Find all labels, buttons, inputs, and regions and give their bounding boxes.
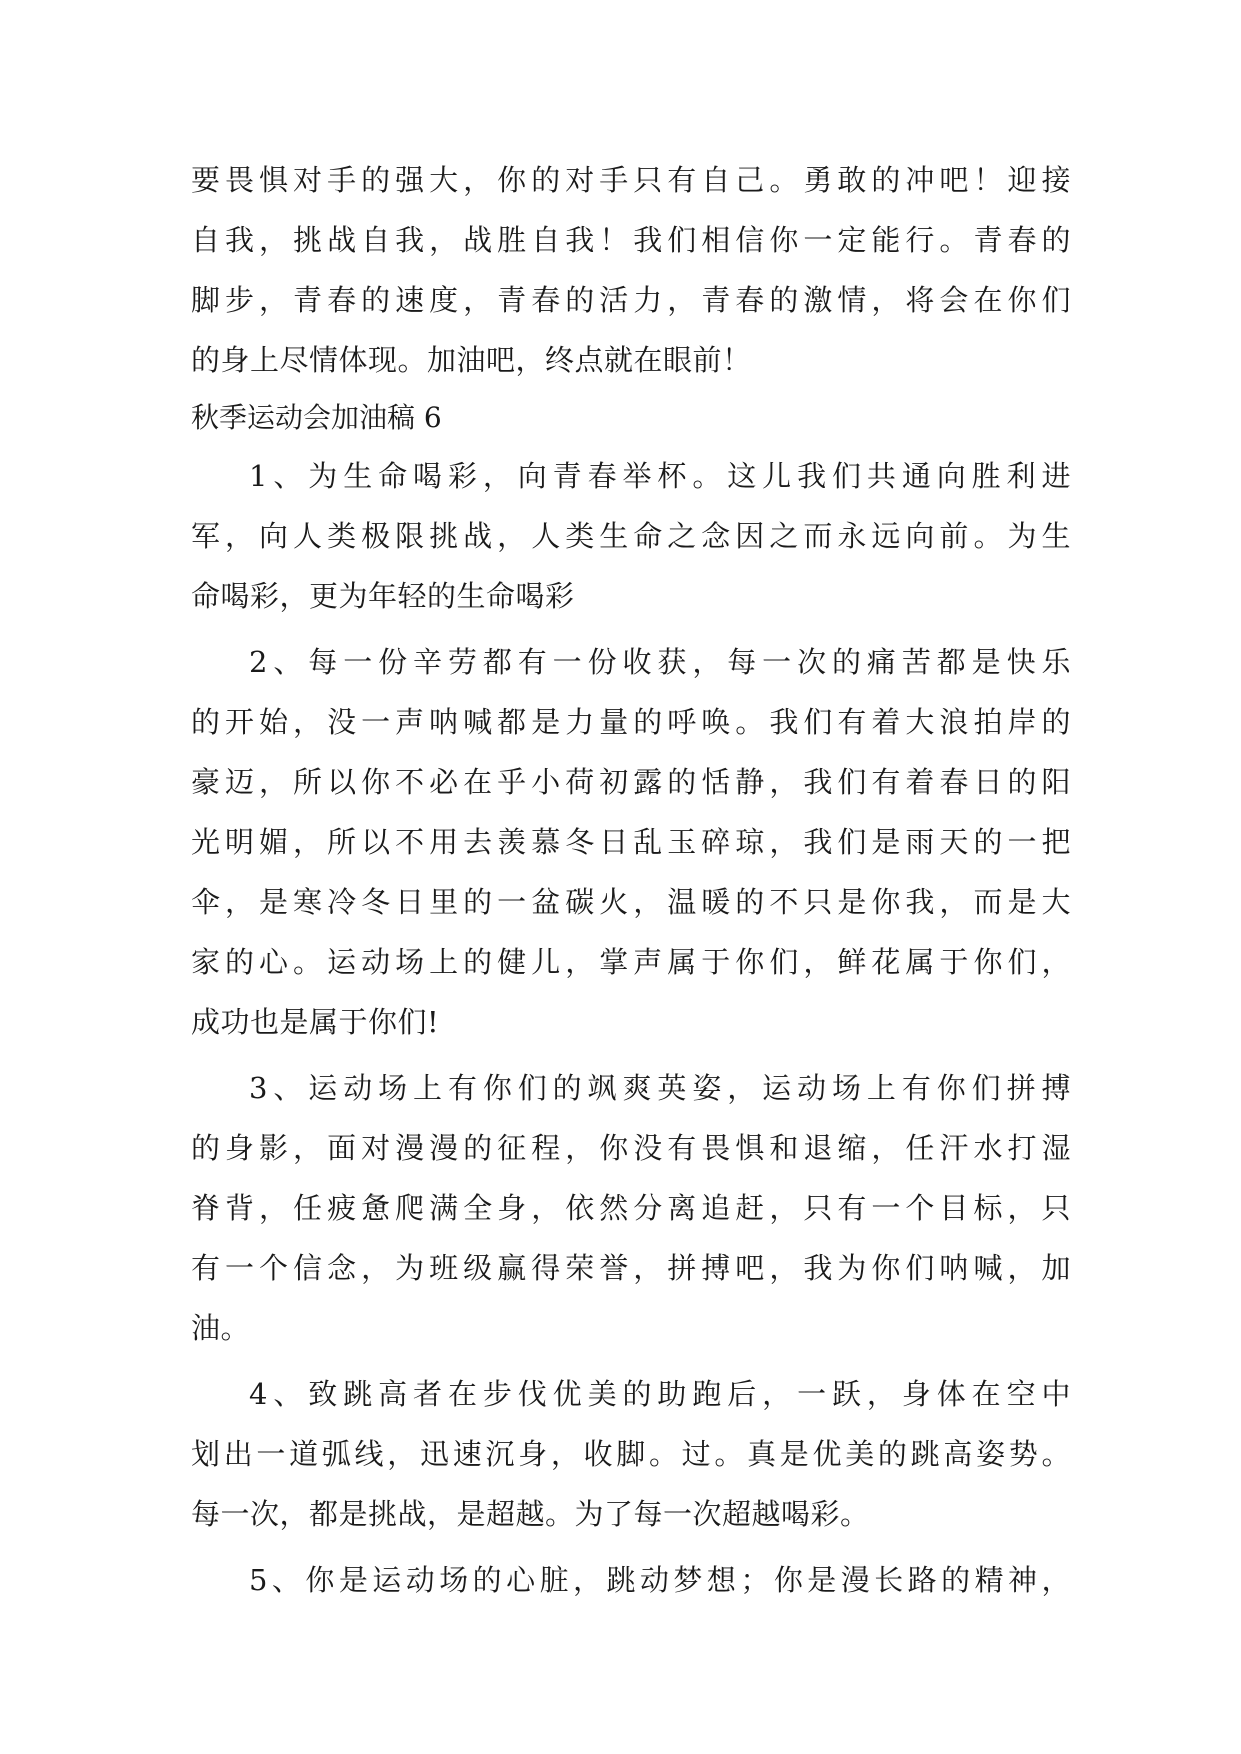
paragraph-5 (191, 1550, 1071, 1610)
paragraph-line: 2、每一份辛劳都有一份收获，每一次的痛苦都是快乐 (249, 645, 1071, 679)
paragraph-line: 油。 (191, 1311, 251, 1345)
intro-line: 自我，挑战自我，战胜自我！我们相信你一定能行。青春的 (191, 223, 1071, 257)
paragraph-line: 的身影，面对漫漫的征程，你没有畏惧和退缩，任汗水打湿 (191, 1131, 1071, 1165)
paragraph-4 (191, 1364, 1071, 1544)
paragraph-line: 1、为生命喝彩，向青春举杯。这儿我们共通向胜利进 (249, 459, 1071, 493)
paragraph-line: 有一个信念，为班级赢得荣誉，拼搏吧，我为你们呐喊，加 (191, 1251, 1071, 1285)
intro-line: 的身上尽情体现。加油吧，终点就在眼前！ (191, 343, 752, 377)
paragraph-line: 军，向人类极限挑战，人类生命之念因之而永远向前。为生 (191, 519, 1071, 553)
intro-line: 要畏惧对手的强大，你的对手只有自己。勇敢的冲吧！迎接 (191, 163, 1071, 197)
paragraph-line: 伞，是寒冷冬日里的一盆碳火，温暖的不只是你我，而是大 (191, 885, 1071, 919)
paragraph-line: 脊背，任疲惫爬满全身，依然分离追赶，只有一个目标，只 (191, 1191, 1071, 1225)
paragraph-line: 5、你是运动场的心脏，跳动梦想；你是漫长路的精神， (249, 1563, 1071, 1597)
paragraph-line: 每一次，都是挑战，是超越。为了每一次超越喝彩。 (191, 1497, 870, 1531)
section-title: 秋季运动会加油稿 6 (191, 401, 442, 434)
paragraph-line: 豪迈，所以你不必在乎小荷初露的恬静，我们有着春日的阳 (191, 765, 1071, 799)
paragraph-line: 成功也是属于你们! (191, 1005, 440, 1039)
paragraph-line: 划出一道弧线，迅速沉身，收脚。过。真是优美的跳高姿势。 (191, 1437, 1071, 1471)
document-body (191, 150, 1071, 1610)
intro-line: 脚步，青春的速度，青春的活力，青春的激情，将会在你们 (191, 283, 1071, 317)
paragraph-3 (191, 1058, 1071, 1358)
paragraph-line: 3、运动场上有你们的飒爽英姿，运动场上有你们拼搏 (249, 1071, 1071, 1105)
paragraph-line: 命喝彩，更为年轻的生命喝彩 (191, 579, 575, 613)
paragraph-line: 光明媚，所以不用去羡慕冬日乱玉碎琼，我们是雨天的一把 (191, 825, 1071, 859)
paragraph-2 (191, 632, 1071, 1052)
paragraph-line: 的开始，没一声呐喊都是力量的呼唤。我们有着大浪拍岸的 (191, 705, 1071, 739)
paragraph-line: 4、致跳高者在步伐优美的助跑后，一跃，身体在空中 (249, 1377, 1071, 1411)
paragraph-line: 家的心。运动场上的健儿，掌声属于你们，鲜花属于你们， (191, 945, 1071, 979)
paragraph-1 (191, 446, 1071, 626)
